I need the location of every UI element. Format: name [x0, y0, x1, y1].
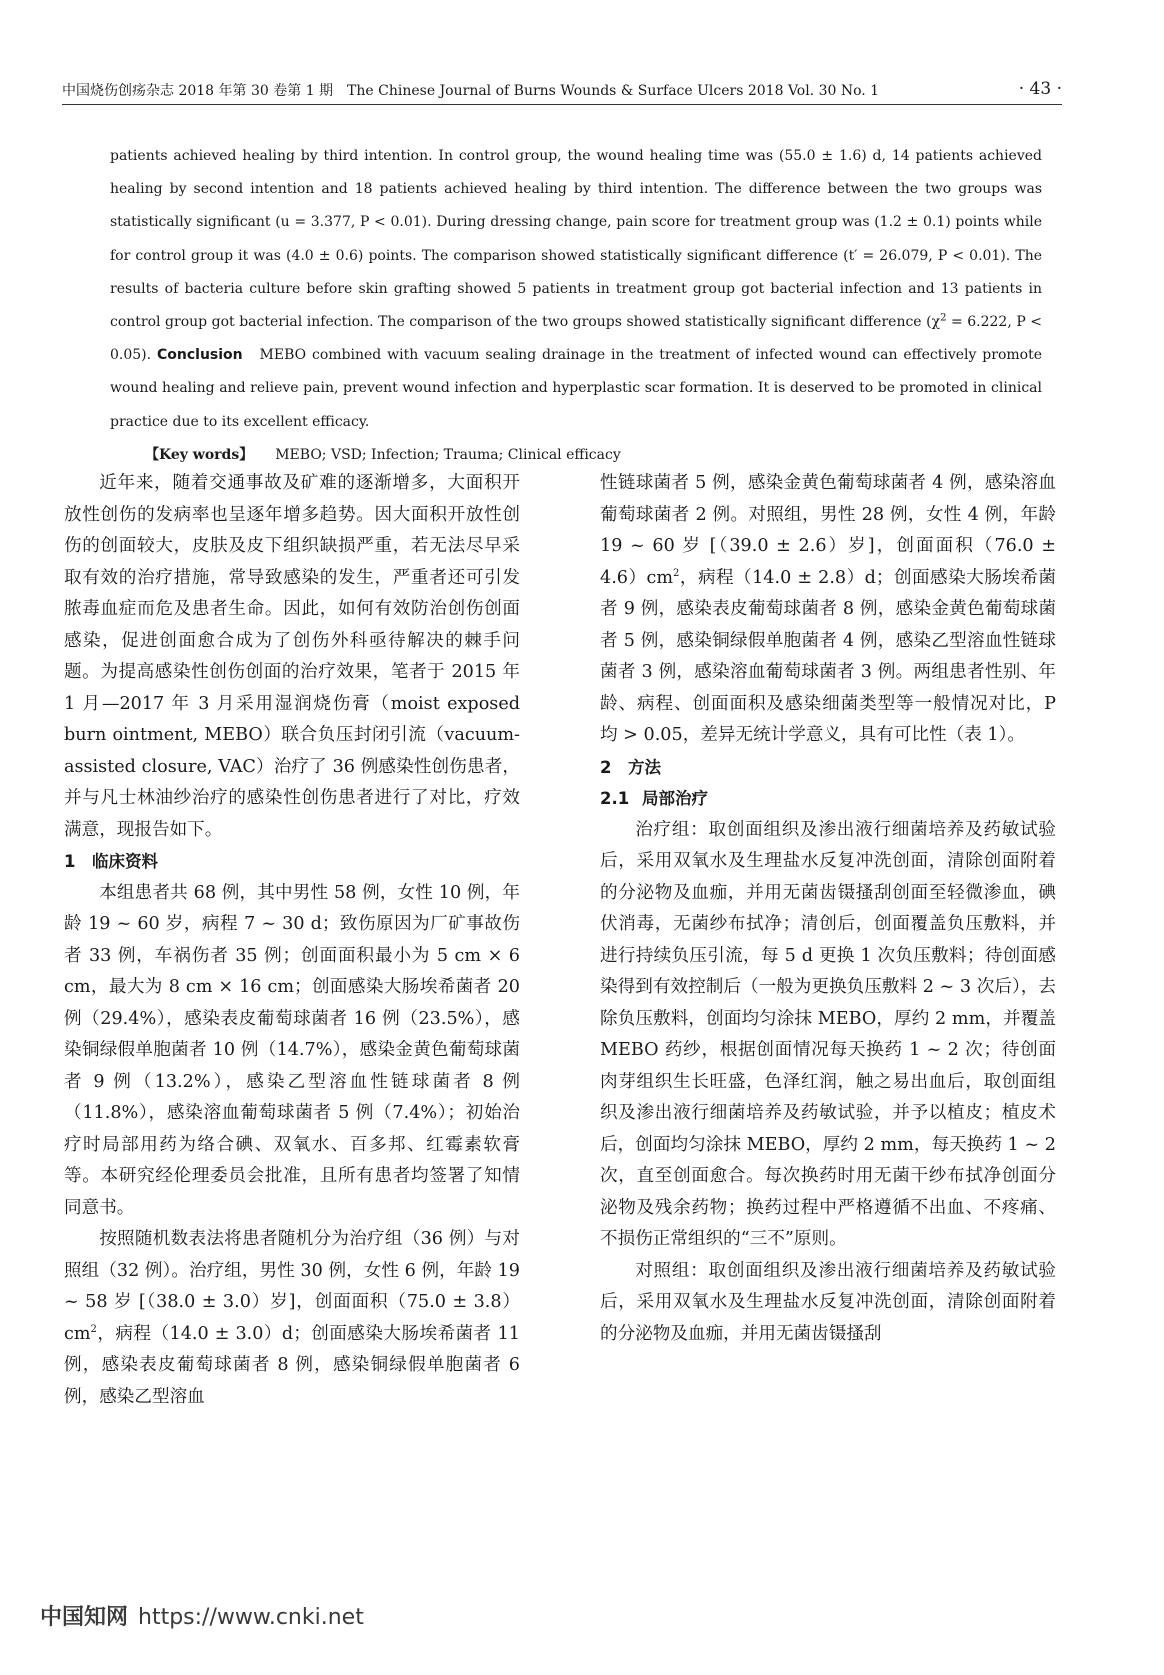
watermark-brand: 中国知网	[40, 1605, 129, 1630]
paragraph-grouping	[64, 1224, 520, 1413]
area-unit-superscript: 2	[90, 1323, 97, 1335]
grouping-text-a: 按照随机数表法将患者随机分为治疗组（36 例）与对照组（32 例）。治疗组，男性 30 例，女性 6 例，年龄 19 ~ 58 岁 [（38.0 ± 3.0）岁]，创面面积（75.0 ± 3.8）cm	[64, 1229, 520, 1344]
page-number: · 43 ·	[1018, 79, 1062, 99]
section-heading-methods	[600, 752, 1056, 784]
cnki-watermark	[40, 1600, 364, 1631]
left-column	[64, 468, 520, 1413]
section-title: 临床资料	[92, 852, 158, 871]
paragraph-patients: 本组患者共 68 例，其中男性 58 例，女性 10 例，年龄 19 ~ 60 岁，病程 7 ~ 30 d；致伤原因为厂矿事故伤者 33 例，车祸伤者 35 例；创面面积最小为 5 cm × 6 cm，最大为 8 cm × 16 cm；创面感染大肠埃希菌者 20 例（29.4%），感染表皮葡萄球菌者 16 例（23.5%），感染铜绿假单胞菌者 10 例（14.7%），感染金黄色葡萄球菌者 9 例（13.2%），感染乙型溶血性链球菌者 8 例（11.8%），感染溶血葡萄球菌者 5 例（7.4%）；初始治疗时局部用药为络合碘、双氧水、百多邦、红霉素软膏等。本研究经伦理委员会批准，且所有患者均签署了知情同意书。	[64, 882, 520, 1218]
right-column	[600, 468, 1056, 1350]
area-unit-superscript-2: 2	[673, 567, 680, 579]
section-heading-clinical-data	[64, 846, 520, 878]
section-number: 2	[600, 757, 612, 777]
abstract-results: patients achieved healing by third intention. In control group, the wound healing time was (55.0 ± 1.6) d, 14 patients achieved healing by second intention and 18 patients achieved healing by third intention. The difference between the two groups was statistically significant (u = 3.377, P < 0.01). During dressing change, pain score for treatment group was (1.2 ± 0.1) points while for control group it was (4.0 ± 0.6) points. The comparison showed statistically significant difference (t′ = 26.079, P < 0.01). The results of bacteria culture before skin grafting showed 5 patients in treatment group got bacterial infection and 13 patients in control group got bacterial infection. The comparison of the two groups showed statistically significant difference (χ	[110, 148, 1042, 331]
subsection-title: 局部治疗	[642, 789, 708, 808]
chi-square-superscript: 2	[940, 312, 947, 324]
conclusion-label: Conclusion	[156, 347, 243, 364]
grouping-cont-b: ，病程（14.0 ± 2.8）d；创面感染大肠埃希菌者 9 例，感染表皮葡萄球菌者 8 例，感染金黄色葡萄球菌者 5 例，感染铜绿假单胞菌者 4 例，感染乙型溶血性链球菌者 3 例，感染溶血葡萄球菌者 3 例。两组患者性别、年龄、病程、创面面积及感染细菌类型等一般情况对比，P 均 > 0.05，差异无统计学意义，具有可比性（表 1）。	[600, 567, 1056, 745]
keywords-label: 【Key words】	[145, 447, 254, 463]
english-abstract	[110, 140, 1042, 439]
conclusion-text: MEBO combined with vacuum sealing drainage in the treatment of infected wound can effectively promote wound healing and relieve pain, prevent wound infection and hyperplastic scar formation. It is deserved to be promoted in clinical practice due to its excellent efficacy.	[110, 347, 1042, 430]
paragraph-treatment-group: 治疗组：取创面组织及渗出液行细菌培养及药敏试验后，采用双氧水及生理盐水反复冲洗创面，清除创面附着的分泌物及血痂，并用无菌齿镊搔刮创面至轻微渗血，碘伏消毒，无菌纱布拭净；清创后，创面覆盖负压敷料，并进行持续负压引流，每 5 d 更换 1 次负压敷料；待创面感染得到有效控制后（一般为更换负压敷料 2 ~ 3 次后），去除负压敷料，创面均匀涂抹 MEBO，厚约 2 mm，并覆盖 MEBO 药纱，根据创面情况每天换药 1 ~ 2 次；待创面肉芽组织生长旺盛，色泽红润，触之易出血后，取创面组织及渗出液行细菌培养及药敏试验，并予以植皮；植皮术后，创面均匀涂抹 MEBO，厚约 2 mm，每天换药 1 ~ 2 次，直至创面愈合。每次换药时用无菌干纱布拭净创面分泌物及残余药物；换药过程中严格遵循不出血、不疼痛、不损伤正常组织的“三不”原则。	[600, 819, 1056, 1249]
abstract-text	[110, 140, 1042, 439]
paragraph-grouping-continued	[600, 468, 1056, 752]
paragraph-control-group: 对照组：取创面组织及渗出液行细菌培养及药敏试验后，采用双氧水及生理盐水反复冲洗创面，清除创面附着的分泌物及血痂，并用无菌齿镊搔刮	[600, 1260, 1056, 1344]
keywords-text: MEBO; VSD; Infection; Trauma; Clinical efficacy	[275, 447, 621, 463]
grouping-text-b: ，病程（14.0 ± 3.0）d；创面感染大肠埃希菌者 11 例，感染表皮葡萄球菌者 8 例，感染铜绿假单胞菌者 6 例，感染乙型溶血	[64, 1323, 520, 1407]
subsection-number: 2.1	[600, 789, 630, 808]
subsection-heading-local-treatment	[600, 783, 1056, 815]
keywords	[145, 444, 1045, 466]
abstract-results-end: = 6.222, P < 0.05).	[110, 314, 1043, 364]
section-number: 1	[64, 852, 76, 871]
section-title: 方法	[628, 757, 661, 777]
grouping-cont-a: 性链球菌者 5 例，感染金黄色葡萄球菌者 4 例，感染溶血葡萄球菌者 2 例。对照组，男性 28 例，女性 4 例，年龄 19 ~ 60 岁 [（39.0 ± 2.6）岁]，创面面积（76.0 ± 4.6）cm	[600, 473, 1056, 588]
watermark-url: https://www.cnki.net	[138, 1605, 364, 1630]
running-header	[62, 80, 1062, 105]
journal-info: 中国烧伤创疡杂志 2018 年第 30 卷第 1 期 The Chinese Journal of Burns Wounds & Surface Ulcers 2018 Vol. 30 No. 1	[62, 83, 880, 99]
intro-paragraph: 近年来，随着交通事故及矿难的逐渐增多，大面积开放性创伤的发病率也呈逐年增多趋势。因大面积开放性创伤的创面较大，皮肤及皮下组织缺损严重，若无法尽早采取有效的治疗措施，常导致感染的发生，严重者还可引发脓毒血症而危及患者生命。因此，如何有效防治创伤创面感染，促进创面愈合成为了创伤外科亟待解决的棘手问题。为提高感染性创伤创面的治疗效果，笔者于 2015 年 1 月—2017 年 3 月采用湿润烧伤膏（moist exposed burn ointment, MEBO）联合负压封闭引流（vacuum-assisted closure, VAC）治疗了 36 例感染性创伤患者，并与凡士林油纱治疗的感染性创伤患者进行了对比，疗效满意，现报告如下。	[64, 473, 520, 840]
